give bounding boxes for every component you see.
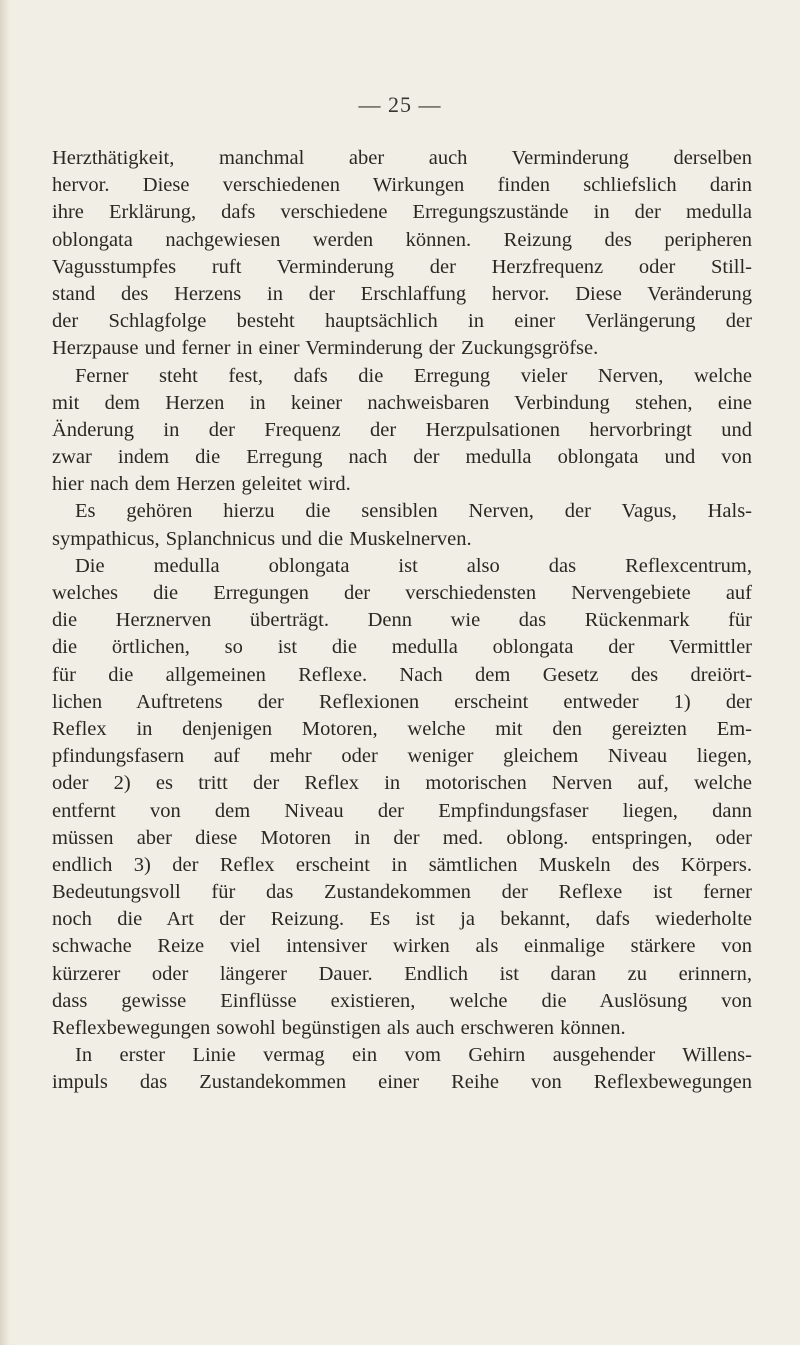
text-line: Herzthätigkeit, manchmal aber auch Verminderung derselben — [52, 147, 752, 169]
text-line: die Herznerven überträgt. Denn wie das Rückenmark für — [52, 609, 752, 632]
text-line: Reflex in denjenigen Motoren, welche mit den gereizten Em- — [52, 717, 752, 740]
text-line: sympathicus, Splanchnicus und die Muskelnerven. — [52, 527, 472, 550]
text-line: Herzpause und ferner in einer Verminderung der Zuckungsgröfse. — [52, 337, 599, 360]
text-line: Bedeutungsvoll für das Zustandekommen der Reflexe ist ferner — [52, 881, 752, 904]
text-line: der Schlagfolge besteht hauptsächlich in einer Verlängerung der — [52, 310, 752, 333]
text-line: stand des Herzens in der Erschlaffung hervor. Diese Veränderung — [52, 282, 752, 305]
text-line: mit dem Herzen in keiner nachweisbaren Verbindung stehen, eine — [52, 391, 752, 414]
text-line: oblongata nachgewiesen werden können. Reizung des peripheren — [52, 228, 752, 251]
text-line: Ferner steht fest, dafs die Erregung vieler Nerven, welche — [75, 364, 752, 387]
text-line: Änderung in der Frequenz der Herzpulsationen hervorbringt und — [52, 418, 752, 441]
text-line: oder 2) es tritt der Reflex in motorischen Nerven auf, welche — [52, 772, 752, 795]
page-gutter — [0, 0, 10, 1345]
text-line: Reflexbewegungen sowohl begünstigen als auch erschweren können. — [52, 1017, 626, 1039]
page-number: — 25 — — [358, 92, 442, 117]
text-line: welches die Erregungen der verschiedensten Nervengebiete auf — [52, 582, 752, 604]
text-line: pfindungsfasern auf mehr oder weniger gleichem Niveau liegen, — [52, 745, 752, 768]
text-line: müssen aber diese Motoren in der med. oblong. entspringen, oder — [52, 826, 752, 849]
text-line: Die medulla oblongata ist also das Reflexcentrum, — [75, 554, 752, 577]
text-line: Es gehören hierzu die sensiblen Nerven, der Vagus, Hals- — [75, 500, 752, 523]
text-line: hier nach dem Herzen geleitet wird. — [52, 473, 351, 496]
text-line: entfernt von dem Niveau der Empfindungsfaser liegen, dann — [52, 799, 752, 822]
text-line: Vagusstumpfes ruft Verminderung der Herzfrequenz oder Still- — [52, 255, 752, 278]
text-line: die örtlichen, so ist die medulla oblongata der Vermittler — [52, 636, 752, 659]
text-line: zwar indem die Erregung nach der medulla oblongata und von — [52, 446, 752, 469]
text-line: schwache Reize viel intensiver wirken als einmalige stärkere von — [52, 935, 752, 958]
text-line: dass gewisse Einflüsse existieren, welche die Auslösung von — [52, 989, 752, 1012]
text-line: für die allgemeinen Reflexe. Nach dem Gesetz des dreiört- — [52, 663, 752, 686]
body-text — [52, 145, 752, 1097]
text-line: endlich 3) der Reflex erscheint in sämtlichen Muskeln des Körpers. — [52, 853, 752, 876]
text-line: impuls das Zustandekommen einer Reihe von Reflexbewegungen — [52, 1071, 752, 1094]
text-line: hervor. Diese verschiedenen Wirkungen finden schliefslich darin — [52, 174, 752, 197]
text-line: lichen Auftretens der Reflexionen erscheint entweder 1) der — [52, 690, 752, 713]
text-line: noch die Art der Reizung. Es ist ja bekannt, dafs wiederholte — [52, 908, 752, 931]
text-line: kürzerer oder längerer Dauer. Endlich ist daran zu erinnern, — [52, 962, 752, 985]
text-line: In erster Linie vermag ein vom Gehirn ausgehender Willens- — [75, 1044, 752, 1067]
text-line: ihre Erklärung, dafs verschiedene Erregungszustände in der medulla — [52, 201, 752, 224]
